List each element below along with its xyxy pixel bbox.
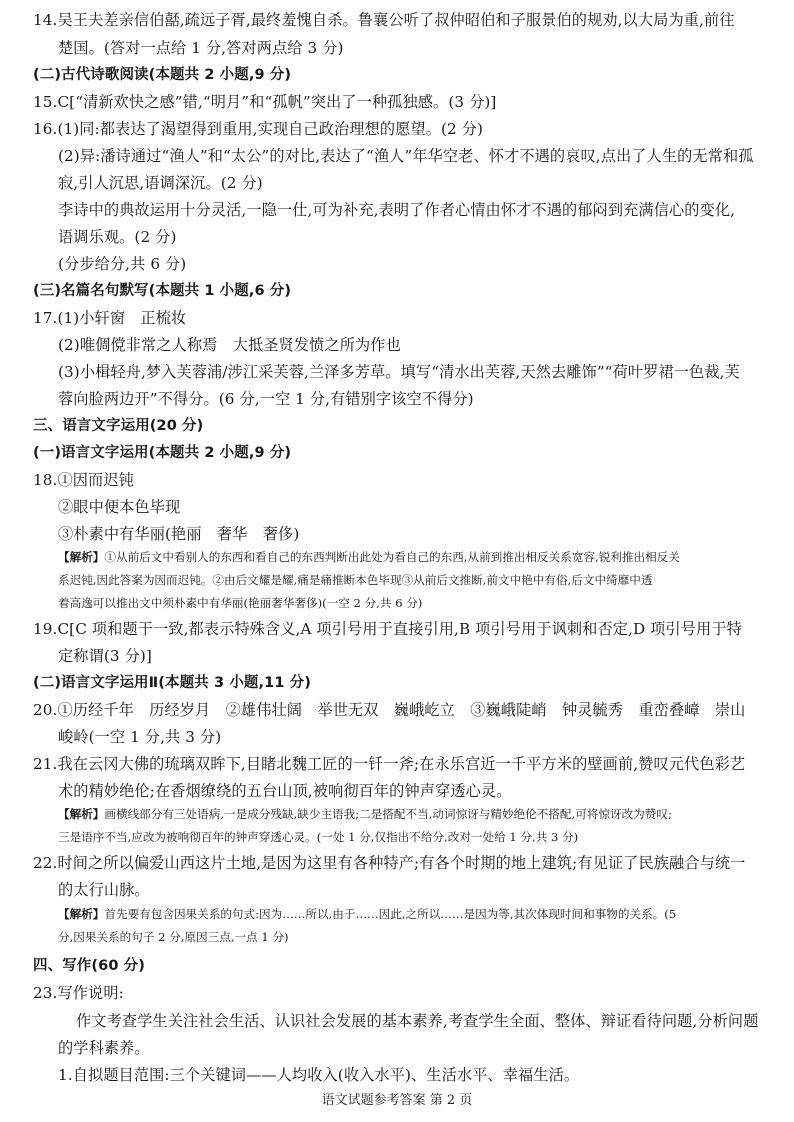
part-three-heading: 三、语言文字运用(20 分): [33, 418, 204, 434]
q21-note-line-1: [58, 805, 672, 823]
q17-line-2: (2)唯倜傥非常之人称焉 大抵圣贤发愤之所为作也: [58, 336, 401, 354]
q15-answer: 15.C[“清新欢快之感”错,“明月”和“孤帆”突出了一种孤独感。(3 分)]: [33, 93, 497, 111]
q22-note-line-2: 分,因果关系的句子 2 分,原因三点,一点 1 分): [58, 930, 289, 944]
q20-line-2: 峻岭(一空 1 分,共 3 分): [58, 728, 222, 746]
q17-line-1: 17.(1)小轩窗 正梳妆: [33, 309, 187, 327]
q23-line-3: 1.自拟题目范围:三个关键词——人均收入(收入水平)、生活水平、幸福生活。: [58, 1066, 580, 1084]
q22-line-2: 的太行山脉。: [58, 881, 150, 899]
q16-line-1: 16.(1)同:都表达了渴望得到重用,实现自己政治理想的愿望。(2 分): [33, 120, 484, 138]
q23-line-1: 作文考查学生关注社会生活、认识社会发展的基本素养,考查学生全面、整体、辩证看待问题,分析问题: [76, 1012, 759, 1030]
analysis-tag: 【解析】: [58, 907, 105, 921]
q23-line-2: 的学科素养。: [58, 1039, 150, 1057]
q18-line-1: 18.①因而迟钝: [33, 471, 134, 489]
q14-line-1: 14.吴王夫差亲信伯嚭,疏远子胥,最终羞愧自杀。鲁襄公听了叔仲昭伯和子服景伯的规劝,以大局为重,前往: [33, 11, 735, 29]
q20-line-1: 20.①历经千年 历经岁月 ②雄伟壮阔 举世无双 巍峨屹立 ③巍峨陡峭 钟灵毓秀 重峦叠嶂 崇山: [33, 701, 746, 719]
q21-line-2: 术的精妙绝伦;在香烟缭绕的五台山顶,被响彻百年的钟声穿透心灵。: [58, 782, 512, 800]
q16-line-5: 语调乐观。(2 分): [58, 228, 177, 246]
q18-note-line-2: 系迟钝,因此答案为因而迟钝。②由后文耀是耀,痛是痛推断本色毕现③从前后文推断,前文中艳中有俗,后文中绮靡中透: [58, 573, 653, 587]
section-poetry-heading: (二)古代诗歌阅读(本题共 2 小题,9 分): [33, 67, 292, 83]
part-four-heading: 四、写作(60 分): [33, 958, 145, 974]
q19-line-2: 定称谓(3 分)]: [58, 647, 152, 665]
q18-line-3: ③朴素中有华丽(艳丽 奢华 奢侈): [58, 525, 300, 543]
section-language-2-heading: (二)语言文字运用Ⅱ(本题共 3 小题,11 分): [33, 675, 311, 691]
q18-note-text-1: ①从前后文中看别人的东西和看自己的东西判断出此处为看自己的东西,从前到推出相反关系宽容,锐利推出相反关: [104, 550, 680, 564]
analysis-tag: 【解析】: [58, 550, 105, 564]
q18-note-line-3: 着高逸可以推出文中须朴素中有华丽(艳丽奢华奢侈)(一空 2 分,共 6 分): [58, 596, 423, 610]
section-language-1-heading: (一)语言文字运用(本题共 2 小题,9 分): [33, 445, 292, 461]
q18-line-2: ②眼中便本色毕现: [58, 498, 181, 516]
q21-note-text-1: 画横线部分有三处语病,一是成分残缺,缺少主语我;二是搭配不当,动词惊讶与精妙绝伦不搭配,可将惊讶改为赞叹;: [104, 807, 672, 821]
q16-line-2: (2)异:潘诗通过“渔人”和“太公”的对比,表达了“渔人”年华空老、怀才不遇的哀叹,点出了人生的无常和孤: [58, 147, 754, 165]
q17-line-3: (3)小楫轻舟,梦入芙蓉浦/涉江采芙蓉,兰泽多芳草。填写“清水出芙蓉,天然去雕饰”“荷叶罗裙一色裁,芙: [58, 363, 740, 381]
q16-line-4: 李诗中的典故运用十分灵活,一隐一仕,可为补充,表明了作者心情由怀才不遇的郁闷到充满信心的变化,: [58, 201, 736, 219]
q23-heading: 23.写作说明:: [33, 984, 124, 1002]
analysis-tag: 【解析】: [58, 807, 105, 821]
q14-line-2: 楚国。(答对一点给 1 分,答对两点给 3 分): [58, 39, 344, 57]
section-recitation-heading: (三)名篇名句默写(本题共 1 小题,6 分): [33, 283, 292, 299]
q21-note-line-2: 三是语序不当,应改为被响彻百年的钟声穿透心灵。(一处 1 分,仅指出不给分,改对一处给 1 分,共 3 分): [58, 830, 579, 844]
q19-line-1: 19.C[C 项和题干一致,都表示特殊含义,A 项引号用于直接引用,B 项引号用于讽刺和否定,D 项引号用于特: [33, 620, 742, 638]
q18-note-line-1: [58, 548, 680, 566]
q21-line-1: 21.我在云冈大佛的琉璃双眸下,目睹北魏工匠的一钎一斧;在永乐宫近一千平方米的壁画前,赞叹元代色彩艺: [33, 755, 746, 773]
q22-note-line-1: [58, 905, 676, 923]
page-footer: 语文试题参考答案 第 2 页: [321, 1093, 473, 1108]
q17-line-4: 蓉向脸两边开”不得分。(6 分,一空 1 分,有错别字该空不得分): [58, 390, 474, 408]
q16-line-6: (分步给分,共 6 分): [58, 255, 187, 273]
q22-note-text-1: 首先要有包含因果关系的句式:因为……所以,由于……因此,之所以……是因为等,其次体现时间和事物的关系。(5: [104, 907, 677, 921]
q16-line-3: 寂,引人沉思,语调深沉。(2 分): [58, 174, 263, 192]
q22-line-1: 22.时间之所以偏爱山西这片土地,是因为这里有各种特产;有各个时期的地上建筑;有见证了民族融合与统一: [33, 854, 746, 872]
